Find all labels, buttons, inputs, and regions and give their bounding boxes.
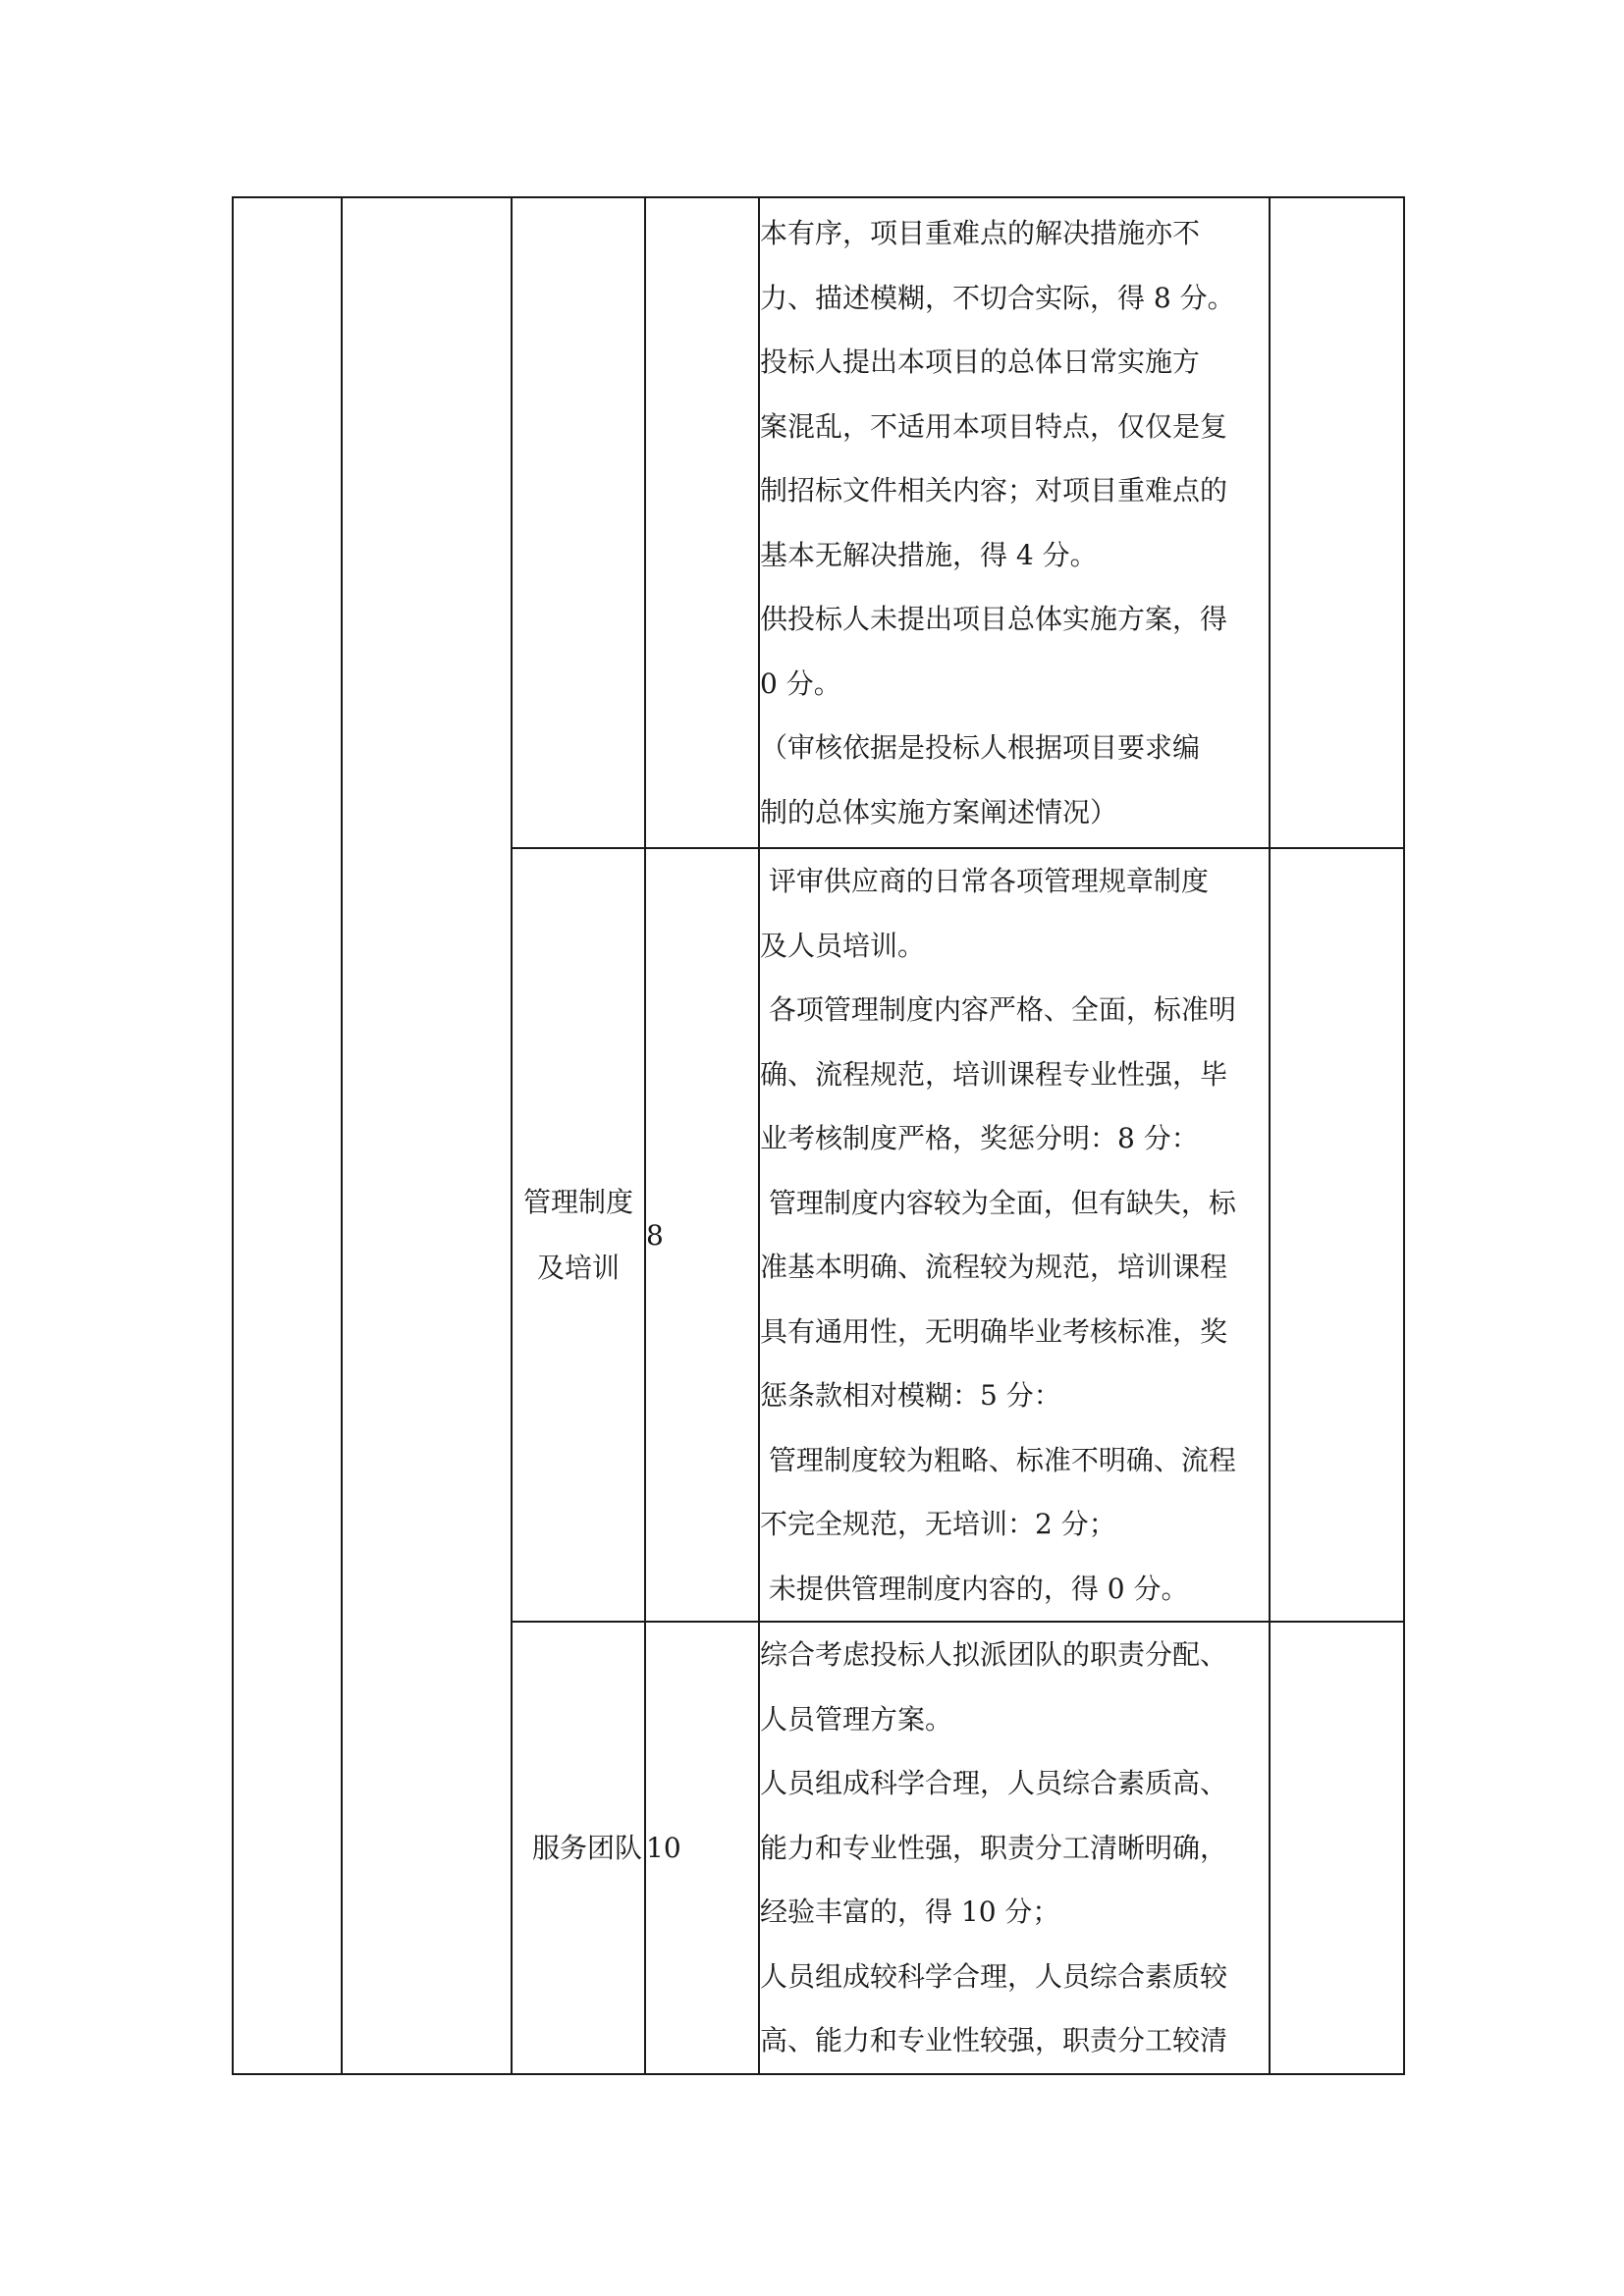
criteria-line: 制招标文件相关内容；对项目重难点的 <box>760 474 1228 507</box>
criteria-line: 制的总体实施方案阐述情况） <box>760 795 1118 828</box>
score-cell <box>645 1622 759 2074</box>
criteria-line: 本有序，项目重难点的解决措施亦不 <box>760 217 1201 249</box>
score-cell <box>645 197 759 848</box>
criteria-line: 人员组成科学合理，人员综合素质高、 <box>760 1767 1228 1799</box>
criteria-line: 不完全规范，无培训：2 分； <box>760 1508 1116 1540</box>
criteria-line: 人员管理方案。 <box>760 1702 953 1735</box>
category-cell <box>233 197 342 2074</box>
item-name: 管理制度及培训 <box>522 1186 633 1284</box>
criteria-line: 投标人提出本项目的总体日常实施方 <box>760 346 1201 378</box>
criteria-line: 经验丰富的，得 10 分； <box>760 1896 1060 1928</box>
item-name-cell <box>512 1622 645 2074</box>
remark-cell <box>1270 1622 1404 2074</box>
criteria-line: 能力和专业性强，职责分工清晰明确， <box>760 1831 1228 1864</box>
criteria-line: 评审供应商的日常各项管理规章制度 <box>760 865 1209 897</box>
criteria-cell <box>759 848 1270 1622</box>
criteria-cell <box>759 1622 1270 2074</box>
criteria-line: 业考核制度严格，奖惩分明：8 分： <box>760 1122 1199 1154</box>
item-score: 10 <box>646 1831 681 1864</box>
criteria-line: 确、流程规范，培训课程专业性强，毕 <box>760 1057 1228 1091</box>
criteria-line: 基本无解决措施，得 4 分。 <box>760 538 1098 571</box>
item-score: 8 <box>646 1218 664 1252</box>
criteria-line: 惩条款相对模糊：5 分： <box>760 1379 1061 1412</box>
criteria-line: 准基本明确、流程较为规范，培训课程 <box>760 1251 1228 1283</box>
subcategory-cell <box>342 197 512 2074</box>
remark-cell <box>1270 197 1404 848</box>
criteria-line: 各项管理制度内容严格、全面，标准明 <box>760 993 1236 1026</box>
criteria-line: 综合考虑投标人拟派团队的职责分配、 <box>760 1638 1228 1671</box>
criteria-line: 人员组成较科学合理，人员综合素质较 <box>760 1959 1228 1993</box>
item-name: 服务团队 <box>532 1831 643 1864</box>
criteria-line: 力、描述模糊，不切合实际，得 8 分。 <box>760 281 1235 314</box>
score-cell <box>645 848 759 1622</box>
criteria-line: 管理制度内容较为全面，但有缺失，标 <box>760 1186 1236 1219</box>
criteria-line: （审核依据是投标人根据项目要求编 <box>760 731 1201 764</box>
table-row <box>233 197 1404 848</box>
criteria-line: 未提供管理制度内容的，得 0 分。 <box>760 1572 1189 1605</box>
scoring-table <box>232 196 1405 2075</box>
remark-cell <box>1270 848 1404 1622</box>
criteria-line: 0 分。 <box>760 667 841 700</box>
criteria-line: 具有通用性，无明确毕业考核标准，奖 <box>760 1314 1228 1348</box>
criteria-line: 高、能力和专业性较强，职责分工较清 <box>760 2024 1228 2056</box>
item-name-cell <box>512 197 645 848</box>
criteria-line: 及人员培训。 <box>760 929 926 962</box>
criteria-line: 供投标人未提出项目总体实施方案，得 <box>760 603 1228 635</box>
criteria-cell <box>759 197 1270 848</box>
criteria-line: 管理制度较为粗略、标准不明确、流程 <box>760 1443 1236 1476</box>
criteria-line: 案混乱，不适用本项目特点，仅仅是复 <box>760 409 1228 443</box>
item-name-cell <box>512 848 645 1622</box>
